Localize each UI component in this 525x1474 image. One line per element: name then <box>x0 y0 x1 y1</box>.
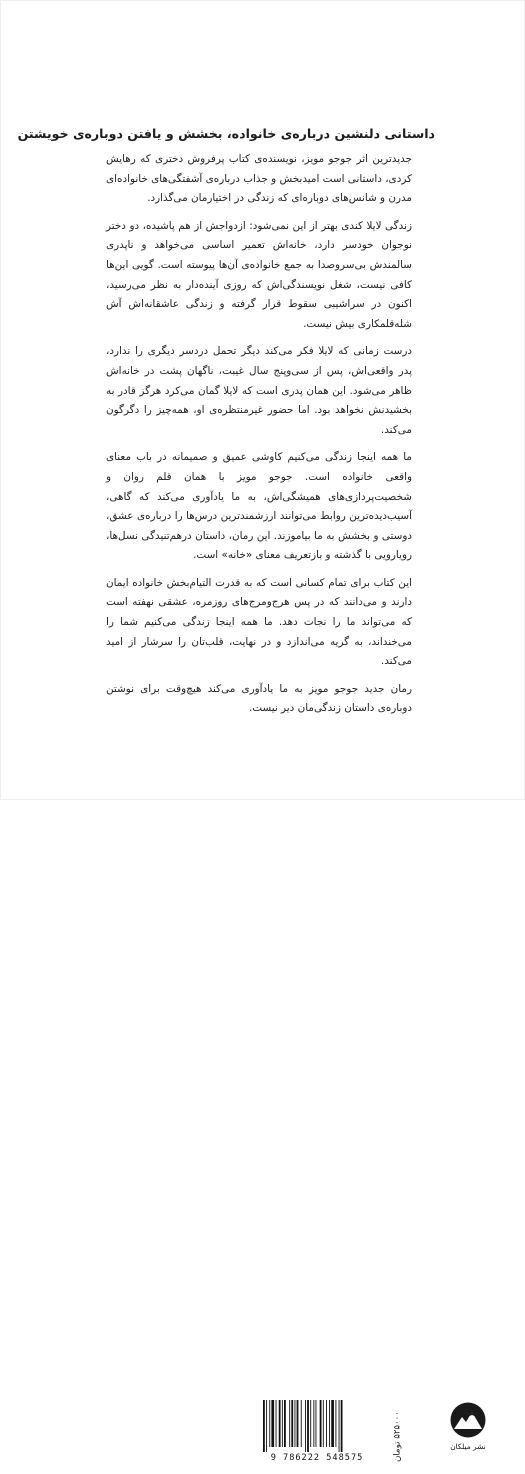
price-label: ۵۲۵۰۰۰ تومان <box>392 1411 403 1462</box>
publisher-name: نشر میلکان <box>450 1442 486 1451</box>
cover-footer <box>0 690 525 1463</box>
isbn-number: 9 786222 548575 <box>270 1453 364 1463</box>
blurb-text <box>106 150 412 727</box>
publisher-logo <box>448 1402 488 1462</box>
mountain-logo-icon <box>450 1402 486 1438</box>
blurb-paragraph-5: این کتاب برای تمام کسانی است که به قدرت التیام‌بخش خانواده ایمان دارند و می‌دانند که در پس هرج‌ومرج‌های روزمره، عشقی نهفته است که می‌تواند ما را نجات دهد. ما همه اینجا زندگی می‌کنیم شما را می‌خنداند، به گریه می‌اندازد و در نهایت، قلب‌تان را سرشار از امید می‌کند. <box>106 576 412 668</box>
cover-headline: داستانی دلنشین درباره‌ی خانواده، بخشش و یافتن دوباره‌ی خویشتن <box>17 126 435 141</box>
blurb-paragraph-3: درست زمانی که لایلا فکر می‌کند دیگر تحمل دردسر دیگری را ندارد، پدر واقعی‌اش، پس از سی‌وپنج سال غیبت، ناگهان پشت در خانه‌اش ظاهر می‌شود. این همان پدری است که لایلا گمان می‌کرد هرگز قادر به بخشیدنش نخواهد بود. اما حضور غیرمنتظره‌ی او، همه‌چیز را دگرگون می‌کند. <box>106 345 412 436</box>
blurb-paragraph-6: رمان جدید جوجو مویز به ما یادآوری می‌کند هیچ‌وقت برای نوشتن دوباره‌ی داستان زندگی‌مان دیر نیست. <box>106 682 412 715</box>
barcode-icon <box>262 1400 372 1452</box>
blurb-paragraph-4: ما همه اینجا زندگی می‌کنیم کاوشی عمیق و صمیمانه در باب معنای واقعی خانواده است. جوجو مویز با همان قلم روان و شخصیت‌پردازی‌های همیشگی‌اش، به ما یادآوری می‌کند که گاهی، آسیب‌دیده‌ترین روابط می‌توانند ارزشمندترین درس‌ها را درباره‌ی عشق، دوستی و بخشش به ما بیاموزند. این رمان، داستان درهم‌تنیدگی نسل‌ها، رویارویی با گذشته و بازتعریف معنای «خانه» است. <box>106 451 412 562</box>
blurb-paragraph-2: زندگی لایلا کندی بهتر از این نمی‌شود: ازدواجش از هم پاشیده، دو دختر نوجوان خودسر دارد، خانه‌اش تعمیر اساسی می‌خواهد و ناپدری سالمندش بی‌سروصدا به جمع خانواده‌ی آن‌ها پیوسته است. گویی این‌ها کافی نیست، شغل نویسندگی‌اش که روزی آینده‌دار به نظر می‌رسید، اکنون در سراشیبی سقوط قرار گرفته و زندگی عاشقانه‌اش آش شله‌قلمکاری بیش نیست. <box>106 219 412 330</box>
blurb-paragraph-1: جدیدترین اثر جوجو مویز، نویسنده‌ی کتاب پرفروش دختری که رهایش کردی، داستانی است امیدبخش و جذاب درباره‌ی آشفتگی‌های خانواده‌ای مدرن و شانس‌های دوباره‌ای که زندگی در اختیارمان می‌گذارد. <box>106 153 412 205</box>
isbn-barcode <box>258 1400 376 1462</box>
